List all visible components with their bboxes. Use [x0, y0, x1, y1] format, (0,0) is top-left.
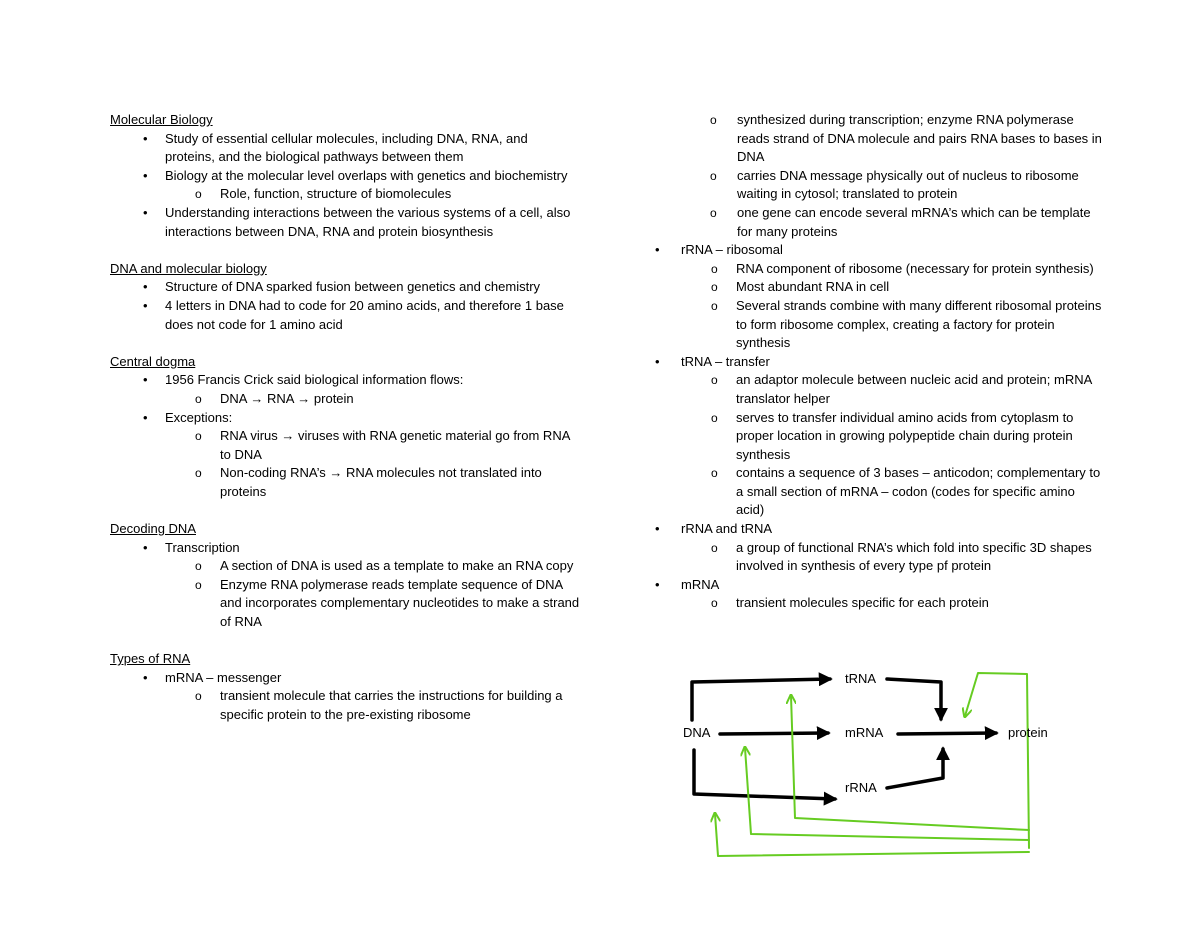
arrow-rrna-to-protein — [887, 749, 943, 788]
sub-bullet: o RNA component of ribosome (necessary for protein synthesis) — [681, 260, 1105, 279]
sub-bullet: o transient molecule that carries the instructions for building a specific protein to the pre-existing ribosome — [165, 687, 580, 724]
section-decoding-dna — [110, 520, 580, 632]
sub-bullet: o DNA → RNA → protein — [165, 390, 580, 409]
sub-bullet: o Role, function, structure of biomolecules — [165, 185, 580, 204]
arrow-dna-to-mrna — [720, 733, 828, 734]
bullet: • 1956 Francis Crick said biological information flows: o DNA → RNA → protein — [110, 371, 580, 408]
sub-bullet: o Enzyme RNA polymerase reads template sequence of DNA and incorporates complementary nucleotides to make a strand of RNA — [165, 576, 580, 632]
bullet: • Understanding interactions between the various systems of a cell, also interactions between DNA, RNA and protein biosynthesis — [110, 204, 580, 241]
left-column — [110, 111, 580, 743]
sub-bullet: o synthesized during transcription; enzyme RNA polymerase reads strand of DNA molecule and pairs RNA bases to bases in DNA — [655, 111, 1105, 167]
heading-central-dogma: Central dogma — [110, 353, 196, 369]
sub-bullet: o serves to transfer individual amino acids from cytoplasm to proper location in growing polypeptide chain during protein synthesis — [681, 409, 1105, 465]
node-dna: DNA — [683, 725, 711, 740]
heading-molecular-biology: Molecular Biology — [110, 112, 213, 127]
sub-bullet: o contains a sequence of 3 bases – anticodon; complementary to a small section of mRNA – codon (codes for specific amino acid) — [681, 464, 1105, 520]
heading-dna-molecular-biology: DNA and molecular biology — [110, 260, 267, 276]
node-mrna: mRNA — [845, 725, 884, 740]
section-types-of-rna — [110, 650, 580, 724]
sub-bullet: o one gene can encode several mRNA’s which can be template for many proteins — [655, 204, 1105, 241]
bullet: • tRNA – transfer o an adaptor molecule between nucleic acid and protein; mRNA translator helper o serves to transfer individual amino acids from cytoplasm to proper location in growing polypeptide chain during protein synthesis o contains a sequence of 3 bases – anticodon; complementary to a small section of mRNA – codon (codes for specific amino acid) — [655, 353, 1105, 520]
sub-bullet: o A section of DNA is used as a template to make an RNA copy — [165, 557, 580, 576]
bullet: • Study of essential cellular molecules, including DNA, RNA, and proteins, and the biological pathways between them — [110, 130, 580, 167]
arrow-dna-to-trna — [692, 679, 830, 720]
bullet: • rRNA and tRNA o a group of functional RNA’s which fold into specific 3D shapes involved in synthesis of every type pf protein — [655, 520, 1105, 576]
right-column — [655, 111, 1105, 613]
green-arrow-protein-to-trna — [965, 673, 1029, 848]
heading-decoding-dna: Decoding DNA — [110, 521, 196, 537]
sub-bullet: o Most abundant RNA in cell — [681, 278, 1105, 297]
sub-bullet: o carries DNA message physically out of nucleus to ribosome waiting in cytosol; translated to protein — [655, 167, 1105, 204]
bullet: • Exceptions: o RNA virus → viruses with RNA genetic material go from RNA to DNA o Non-coding RNA’s → RNA molecules not translated into proteins — [110, 409, 580, 502]
bullet: • Biology at the molecular level overlaps with genetics and biochemistry o Role, function, structure of biomolecules — [110, 167, 580, 204]
green-arrow-to-dna-top — [791, 696, 1029, 830]
sub-bullet: o an adaptor molecule between nucleic acid and protein; mRNA translator helper — [681, 371, 1105, 408]
central-dogma-diagram — [665, 660, 1085, 900]
arrow-dna-to-rrna — [694, 750, 835, 799]
arrow-mrna-to-protein — [898, 733, 996, 734]
section-dna-molecular-biology — [110, 260, 580, 334]
node-protein: protein — [1008, 725, 1048, 740]
arrow-trna-to-protein — [887, 679, 941, 719]
sub-bullet: o RNA virus → viruses with RNA genetic material go from RNA to DNA — [165, 427, 580, 464]
heading-types-of-rna: Types of RNA — [110, 651, 191, 667]
bullet: • mRNA – messenger o transient molecule that carries the instructions for building a specific protein to the pre-existing ribosome — [110, 669, 580, 725]
sub-bullet: o a group of functional RNA’s which fold into specific 3D shapes involved in synthesis of every type pf protein — [681, 539, 1105, 576]
green-arrow-to-dna-middle — [745, 748, 1029, 840]
sub-bullet: o Several strands combine with many different ribosomal proteins to form ribosome complex, creating a factory for protein synthesis — [681, 297, 1105, 353]
node-trna: tRNA — [845, 671, 877, 686]
bullet: • rRNA – ribosomal o RNA component of ribosome (necessary for protein synthesis) o Most abundant RNA in cell o Several strands combine with many different ribosomal proteins to form ribosome complex, creating a factory for protein synthesis — [655, 241, 1105, 353]
node-rrna: rRNA — [845, 780, 877, 795]
sub-bullet: o Non-coding RNA’s → RNA molecules not translated into proteins — [165, 464, 580, 501]
bullet: • Structure of DNA sparked fusion between genetics and chemistry — [110, 278, 580, 297]
section-central-dogma — [110, 353, 580, 502]
bullet: • mRNA o transient molecules specific for each protein — [655, 576, 1105, 613]
bullet: • Transcription o A section of DNA is used as a template to make an RNA copy o Enzyme RNA polymerase reads template sequence of DNA and incorporates complementary nucleotides to make a strand of RNA — [110, 539, 580, 632]
bullet: • 4 letters in DNA had to code for 20 amino acids, and therefore 1 base does not code for 1 amino acid — [110, 297, 580, 334]
sub-bullet: o transient molecules specific for each protein — [681, 594, 1105, 613]
section-molecular-biology — [110, 111, 580, 241]
